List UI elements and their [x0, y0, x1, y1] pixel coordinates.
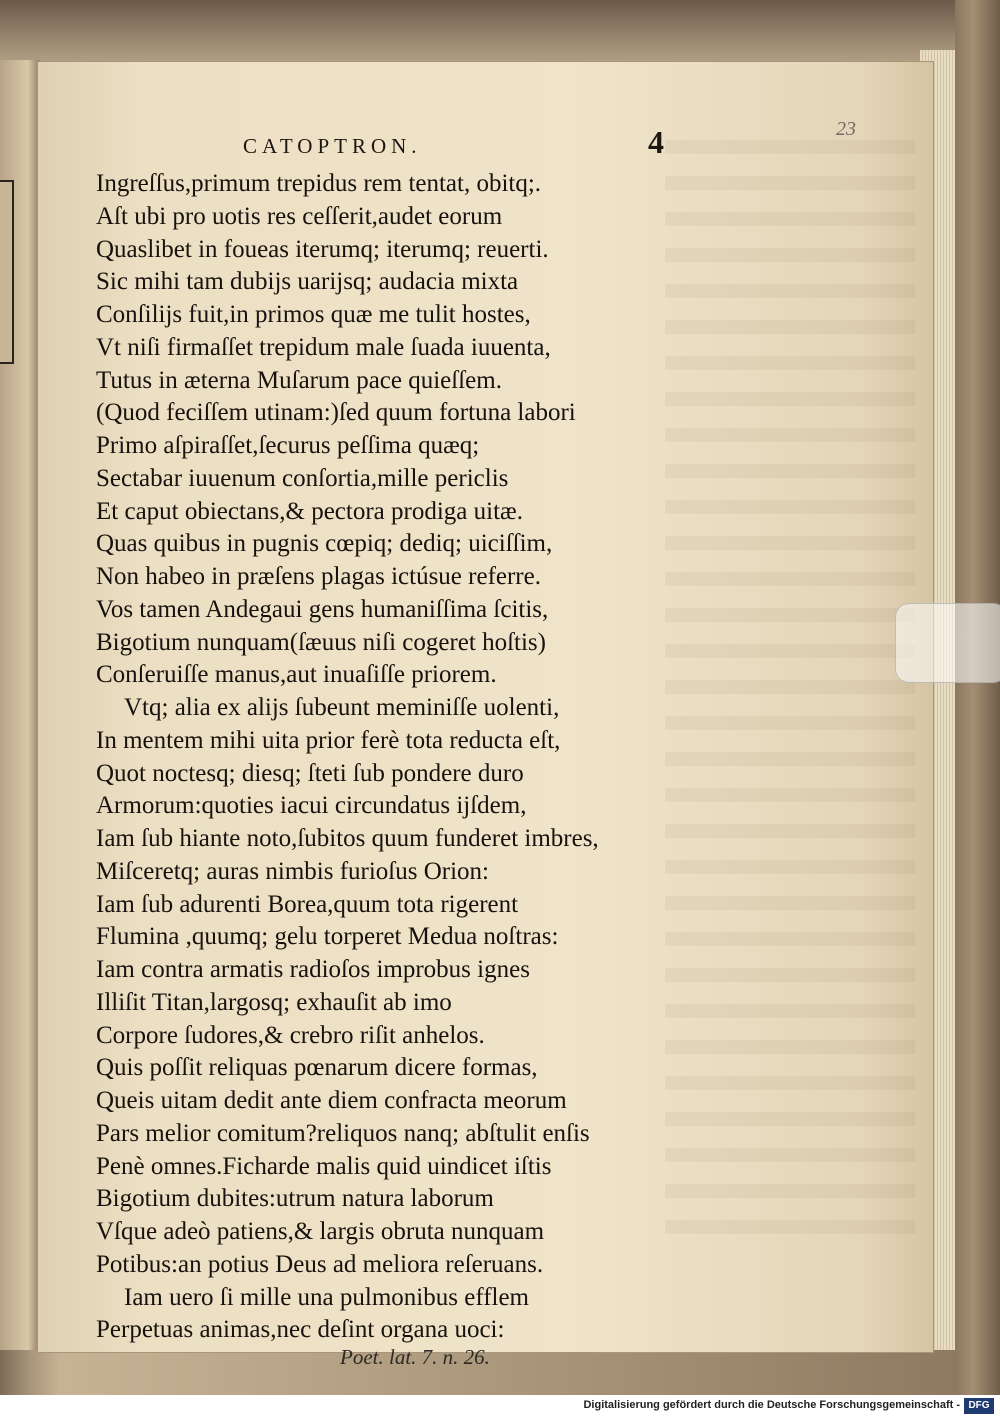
verse-line: Conſilijs fuit,in primos quæ me tulit hostes, — [96, 301, 531, 328]
verse-line: Queis uitam dedit ante diem confracta meorum — [96, 1087, 567, 1114]
credit-text: Digitalisierung gefördert durch die Deutsche Forschungsgemeinschaft - — [583, 1399, 960, 1411]
binding-top — [0, 0, 1000, 70]
verse-line: Potibus:an potius Deus ad meliora reſeruans. — [96, 1250, 544, 1278]
verse-line: Quis poſſit reliquas pœnarum dicere formas, — [96, 1054, 538, 1082]
folio-number: 4 — [648, 124, 664, 160]
verse-line: Iam ſub adurenti Borea,quum tota rigerent — [96, 890, 519, 918]
verse-line: Quaslibet in foueas iterumq; iterumq; reuerti. — [96, 235, 549, 263]
poem-text — [96, 168, 696, 1347]
verse-line: Miſceretq; auras nimbis furioſus Orion: — [96, 857, 489, 885]
verse-line: Quas quibus in pugnis cœpiq; dediq; uiciſſim, — [96, 530, 553, 558]
shelfmark-label: Poet. lat. 7. n. 26. — [340, 1345, 490, 1369]
verse-line: Iam ſub hiante noto,ſubitos quum funderet imbres, — [96, 825, 599, 852]
page-marker-tab — [895, 603, 1000, 683]
verse-line: Non habeo in præſens plagas ictúsue referre. — [96, 563, 541, 590]
woodcut-border-fragment — [0, 180, 14, 364]
verse-line: Armorum:quoties iacui circundatus ijſdem, — [96, 792, 527, 820]
verse-line: Corpore ſudores,& crebro riſit anhelos. — [96, 1021, 485, 1049]
verse-line: Bigotium dubites:utrum natura laborum — [96, 1185, 494, 1213]
verse-line: Et caput obiectans,& pectora prodiga uitæ. — [96, 497, 523, 525]
verse-line: Quot noctesq; diesq; ſteti ſub pondere duro — [96, 759, 524, 787]
verse-line: Conſeruiſſe manus,aut inuaſiſſe priorem. — [96, 661, 497, 689]
verse-line: In mentem mihi uita prior ferè tota reducta eſt, — [96, 726, 561, 754]
verse-line: Sic mihi tam dubijs uarijsq; audacia mixta — [96, 268, 519, 296]
binding-right — [955, 0, 1000, 1395]
verse-line: Perpetuas animas,nec deſint organa uoci: — [96, 1316, 505, 1344]
running-head: CATOPTRON. — [243, 134, 422, 158]
verse-line: Iam uero ſi mille una pulmonibus efflem — [124, 1283, 530, 1311]
verse-line: Vos tamen Andegaui gens humaniſſima ſcitis, — [96, 595, 549, 623]
verse-line: Illiſit Titan,largosq; exhauſit ab imo — [96, 988, 452, 1016]
verse-line: Sectabar iuuenum conſortia,mille periclis — [96, 464, 509, 492]
verse-line: Flumina ,quumq; gelu torperet Medua noſtras: — [96, 923, 559, 951]
verse-line: Vt niſi firmaſſet trepidum male ſuada iuuenta, — [96, 333, 551, 361]
credit-bar — [0, 1395, 1000, 1418]
show-through-text — [665, 140, 915, 1240]
verse-line: (Quod feciſſem utinam:)ſed quum fortuna labori — [96, 399, 576, 427]
verse-line: Penè omnes.Ficharde malis quid uindicet iſtis — [96, 1152, 552, 1180]
verse-line: Pars melior comitum?reliquos nanq; abſtulit enſis — [96, 1119, 590, 1147]
verse-line: Vſque adeò patiens,& largis obruta nunquam — [96, 1218, 545, 1245]
verse-line: Ingreſſus,primum trepidus rem tentat, obitq;. — [96, 170, 542, 197]
archive-page-number: 23 — [836, 118, 856, 140]
verse-line: Iam contra armatis radioſos improbus ignes — [96, 956, 530, 983]
verse-line: Vtq; alia ex alijs ſubeunt meminiſſe uolenti, — [124, 694, 560, 721]
verse-line: Tutus in æterna Muſarum pace quieſſem. — [96, 366, 502, 394]
dfg-logo: DFG — [964, 1398, 994, 1414]
verse-line: Aſt ubi pro uotis res ceſſerit,audet eorum — [96, 202, 503, 230]
verse-line: Primo aſpiraſſet,ſecurus peſſima quæq; — [96, 432, 480, 459]
verse-line: Bigotium nunquam(ſæuus niſi cogeret hoſtis) — [96, 628, 546, 656]
